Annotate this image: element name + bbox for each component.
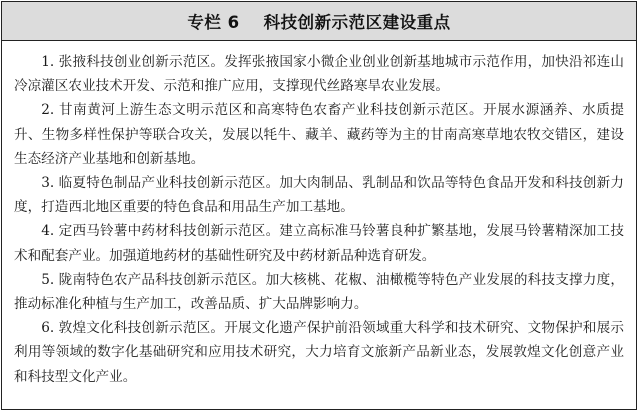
column-header <box>2 2 636 41</box>
column-title <box>187 9 450 33</box>
column-box <box>1 1 637 410</box>
list-item-dingxi: 4. 定西马铃薯中药材科技创新示范区。建立高标准马铃薯良种扩繁基地，发展马铃薯精深加工技术和配套产业。加强道地药材的基础性研究及中药材新品种选育研发。 <box>14 223 624 264</box>
column-label: 专栏 6 <box>187 13 240 32</box>
list-item-zhangye: 1. 张掖科技创业创新示范区。发挥张掖国家小微企业创业创新基地城市示范作用，加快沿祁连山冷凉灌区农业技术开发、示范和推广应用，支撑现代丝路寒旱农业发展。 <box>14 54 624 95</box>
list-item-gannan: 2. 甘南黄河上游生态文明示范区和高寒特色农畜产业科技创新示范区。开展水源涵养、水质提升、生物多样性保护等联合攻关，发展以牦牛、藏羊、藏药等为主的甘南高寒草地农牧交错区，建设生态经济产业基地和创新基地。 <box>14 102 624 167</box>
list-item-linxia: 3. 临夏特色制品产业科技创新示范区。加大肉制品、乳制品和饮品等特色食品开发和科技创新力度，打造西北地区重要的特色食品和用品生产加工基地。 <box>14 175 624 216</box>
list-item-dunhuang: 6. 敦煌文化科技创新示范区。开展文化遗产保护前沿领域重大科学和技术研究、文物保护和展示利用等领域的数字化基础研究和应用技术研究，大力培育文旅新产品新业态，发展敦煌文化创意产业和科技型文化产业。 <box>14 320 624 385</box>
column-content <box>2 41 636 389</box>
column-heading: 科技创新示范区建设重点 <box>263 13 451 32</box>
list-item-longnan: 5. 陇南特色农产品科技创新示范区。加大核桃、花椒、油橄榄等特色产业发展的科技支撑力度，推动标准化种植与生产加工，改善品质、扩大品牌影响力。 <box>14 271 624 313</box>
